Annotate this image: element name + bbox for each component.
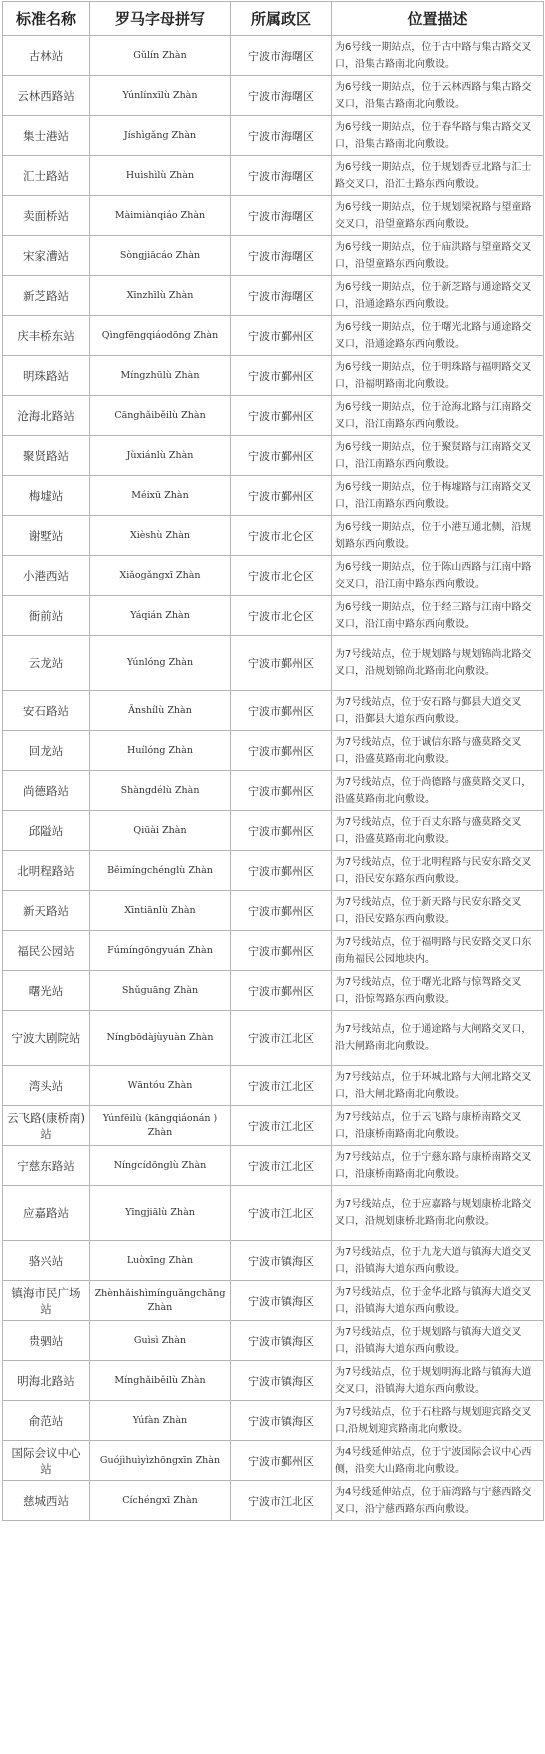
location-description-cell: 为7号线站点，位于新天路与民安东路交叉口，沿民安路东西向敷设。 — [332, 891, 544, 931]
station-name-cell: 明珠路站 — [3, 356, 90, 396]
district-cell: 宁波市鄞州区 — [231, 436, 332, 476]
location-description-cell: 为7号线站点，位于福明路与民安路交叉口东南角福民公园地块内。 — [332, 931, 544, 971]
romanization-cell: Fúmíngōngyuán Zhàn — [90, 931, 231, 971]
station-name-cell: 宁慈东路站 — [3, 1146, 90, 1186]
romanization-cell: Yúfàn Zhàn — [90, 1401, 231, 1441]
table-row — [3, 1281, 544, 1321]
location-description-cell: 为6号线一期站点，位于小港互通北侧，沿规划路东西向敷设。 — [332, 516, 544, 556]
table-row — [3, 1106, 544, 1146]
district-cell: 宁波市鄞州区 — [231, 971, 332, 1011]
station-name-cell: 回龙站 — [3, 731, 90, 771]
header-romanization: 罗马字母拼写 — [90, 2, 231, 36]
table-row — [3, 636, 544, 691]
station-name-cell: 沧海北路站 — [3, 396, 90, 436]
district-cell: 宁波市江北区 — [231, 1146, 332, 1186]
district-cell: 宁波市鄞州区 — [231, 316, 332, 356]
romanization-cell: Yúnlínxīlù Zhàn — [90, 76, 231, 116]
district-cell: 宁波市鄞州区 — [231, 691, 332, 731]
location-description-cell: 为6号线一期站点，位于古中路与集古路交叉口，沿集古路南北向敷设。 — [332, 36, 544, 76]
station-name-cell: 俞范站 — [3, 1401, 90, 1441]
district-cell: 宁波市鄞州区 — [231, 771, 332, 811]
romanization-cell: Yúnlóng Zhàn — [90, 636, 231, 691]
district-cell: 宁波市海曙区 — [231, 236, 332, 276]
location-description-cell: 为6号线一期站点，位于云林西路与集古路交叉口，沿集古路南北向敷设。 — [332, 76, 544, 116]
table-row — [3, 1401, 544, 1441]
district-cell: 宁波市海曙区 — [231, 116, 332, 156]
table-row — [3, 691, 544, 731]
table-row — [3, 516, 544, 556]
table-row — [3, 236, 544, 276]
location-description-cell: 为4号线延伸站点，位于庙湾路与宁慈西路交叉口，沿宁慈西路东西向敷设。 — [332, 1481, 544, 1521]
district-cell: 宁波市海曙区 — [231, 196, 332, 236]
district-cell: 宁波市江北区 — [231, 1106, 332, 1146]
station-name-cell: 慈城西站 — [3, 1481, 90, 1521]
station-name-cell: 谢墅站 — [3, 516, 90, 556]
romanization-cell: Xiǎogǎngxī Zhàn — [90, 556, 231, 596]
romanization-cell: Xīntiānlù Zhàn — [90, 891, 231, 931]
district-cell: 宁波市江北区 — [231, 1481, 332, 1521]
station-name-cell: 云林西路站 — [3, 76, 90, 116]
station-name-cell: 尚德路站 — [3, 771, 90, 811]
location-description-cell: 为7号线站点，位于规划路与镇海大道交叉口，沿镇海大道东西向敷设。 — [332, 1321, 544, 1361]
table-row — [3, 556, 544, 596]
district-cell: 宁波市镇海区 — [231, 1321, 332, 1361]
romanization-cell: Qìngfēngqiáodōng Zhàn — [90, 316, 231, 356]
district-cell: 宁波市镇海区 — [231, 1361, 332, 1401]
location-description-cell: 为6号线一期站点，位于庙洪路与望童路交叉口，沿望童路东西向敷设。 — [332, 236, 544, 276]
station-name-cell: 古林站 — [3, 36, 90, 76]
district-cell: 宁波市鄞州区 — [231, 476, 332, 516]
location-description-cell: 为6号线一期站点，位于明珠路与福明路交叉口，沿福明路南北向敷设。 — [332, 356, 544, 396]
location-description-cell: 为6号线一期站点，位于陈山西路与江南中路交叉口，沿江南中路东西向敷设。 — [332, 556, 544, 596]
district-cell: 宁波市鄞州区 — [231, 1441, 332, 1481]
table-row — [3, 811, 544, 851]
table-row — [3, 1481, 544, 1521]
location-description-cell: 为7号线站点，位于曙光北路与惊驾路交叉口，沿惊驾路东西向敷设。 — [332, 971, 544, 1011]
station-name-cell: 宁波大剧院站 — [3, 1011, 90, 1066]
table-row — [3, 931, 544, 971]
station-name-cell: 曙光站 — [3, 971, 90, 1011]
romanization-cell: Shǔguāng Zhàn — [90, 971, 231, 1011]
location-description-cell: 为6号线一期站点，位于新芝路与通途路交叉口，沿通途路东西向敷设。 — [332, 276, 544, 316]
location-description-cell: 为7号线站点，位于通途路与大闸路交叉口，沿大闸路南北向敷设。 — [332, 1011, 544, 1066]
station-name-cell: 云龙站 — [3, 636, 90, 691]
station-name-cell: 安石路站 — [3, 691, 90, 731]
district-cell: 宁波市海曙区 — [231, 76, 332, 116]
district-cell: 宁波市江北区 — [231, 1186, 332, 1241]
location-description-cell: 为6号线一期站点，位于梅墟路与江南路交叉口，沿江南路东西向敷设。 — [332, 476, 544, 516]
location-description-cell: 为7号线站点，位于云飞路与康桥南路交叉口，沿康桥南路南北向敷设。 — [332, 1106, 544, 1146]
table-row — [3, 731, 544, 771]
romanization-cell: Shàngdélù Zhàn — [90, 771, 231, 811]
header-row — [3, 2, 544, 36]
station-name-cell: 北明程路站 — [3, 851, 90, 891]
district-cell: 宁波市江北区 — [231, 1066, 332, 1106]
station-name-cell: 应嘉路站 — [3, 1186, 90, 1241]
location-description-cell: 为7号线站点，位于应嘉路与规划康桥北路交叉口，沿规划康桥北路南北向敷设。 — [332, 1186, 544, 1241]
table-row — [3, 1186, 544, 1241]
location-description-cell: 为7号线站点，位于北明程路与民安东路交叉口，沿民安东路东西向敷设。 — [332, 851, 544, 891]
station-name-cell: 国际会议中心站 — [3, 1441, 90, 1481]
romanization-cell: Luòxīng Zhàn — [90, 1241, 231, 1281]
romanization-cell: Sòngjiācáo Zhàn — [90, 236, 231, 276]
romanization-cell: Běimíngchénglù Zhàn — [90, 851, 231, 891]
romanization-cell: Huìshìlù Zhàn — [90, 156, 231, 196]
table-row — [3, 971, 544, 1011]
table-row — [3, 1361, 544, 1401]
romanization-cell: Níngcídōnglù Zhàn — [90, 1146, 231, 1186]
district-cell: 宁波市镇海区 — [231, 1241, 332, 1281]
table-row — [3, 1011, 544, 1066]
district-cell: 宁波市鄞州区 — [231, 396, 332, 436]
header-district: 所属政区 — [231, 2, 332, 36]
table-row — [3, 1146, 544, 1186]
romanization-cell: Ānshílù Zhàn — [90, 691, 231, 731]
table-row — [3, 1441, 544, 1481]
location-description-cell: 为6号线一期站点，位于聚贤路与江南路交叉口，沿江南路东西向敷设。 — [332, 436, 544, 476]
romanization-cell: Màimiànqiáo Zhàn — [90, 196, 231, 236]
romanization-cell: Mínghǎiběilù Zhàn — [90, 1361, 231, 1401]
station-name-cell: 明海北路站 — [3, 1361, 90, 1401]
romanization-cell: Huílóng Zhàn — [90, 731, 231, 771]
station-name-cell: 梅墟站 — [3, 476, 90, 516]
location-description-cell: 为7号线站点，位于规划路与规划锦尚北路交叉口，沿规划锦尚北路南北向敷设。 — [332, 636, 544, 691]
district-cell: 宁波市镇海区 — [231, 1281, 332, 1321]
district-cell: 宁波市海曙区 — [231, 156, 332, 196]
station-name-cell: 新天路站 — [3, 891, 90, 931]
location-description-cell: 为7号线站点，位于百丈东路与盛莫路交叉口，沿盛莫路南北向敷设。 — [332, 811, 544, 851]
location-description-cell: 为6号线一期站点，位于沧海北路与江南路交叉口，沿江南路东西向敷设。 — [332, 396, 544, 436]
romanization-cell: Wāntóu Zhàn — [90, 1066, 231, 1106]
table-row — [3, 1241, 544, 1281]
location-description-cell: 为7号线站点，位于规划明海北路与镇海大道交叉口，沿镇海大道东西向敷设。 — [332, 1361, 544, 1401]
table-row — [3, 316, 544, 356]
district-cell: 宁波市镇海区 — [231, 1401, 332, 1441]
location-description-cell: 为4号线延伸站点，位于宁波国际会议中心西侧，沿奕大山路南北向敷设。 — [332, 1441, 544, 1481]
station-name-cell: 新芝路站 — [3, 276, 90, 316]
station-name-cell: 骆兴站 — [3, 1241, 90, 1281]
station-name-cell: 邱隘站 — [3, 811, 90, 851]
romanization-cell: Gŭlín Zhàn — [90, 36, 231, 76]
station-name-cell: 贵驷站 — [3, 1321, 90, 1361]
romanization-cell: Jíshìgǎng Zhàn — [90, 116, 231, 156]
romanization-cell: Guìsì Zhàn — [90, 1321, 231, 1361]
table-row — [3, 196, 544, 236]
station-name-cell: 镇海市民广场站 — [3, 1281, 90, 1321]
station-name-cell: 福民公园站 — [3, 931, 90, 971]
district-cell: 宁波市海曙区 — [231, 36, 332, 76]
romanization-cell: Níngbōdàjùyuàn Zhàn — [90, 1011, 231, 1066]
district-cell: 宁波市鄞州区 — [231, 356, 332, 396]
table-row — [3, 276, 544, 316]
district-cell: 宁波市北仑区 — [231, 556, 332, 596]
romanization-cell: Qiūài Zhàn — [90, 811, 231, 851]
district-cell: 宁波市鄞州区 — [231, 891, 332, 931]
station-name-cell: 云飞路(康桥南)站 — [3, 1106, 90, 1146]
district-cell: 宁波市鄞州区 — [231, 731, 332, 771]
header-standard-name: 标准名称 — [3, 2, 90, 36]
table-row — [3, 1321, 544, 1361]
location-description-cell: 为7号线站点，位于诚信东路与盛莫路交叉口，沿盛莫路南北向敷设。 — [332, 731, 544, 771]
romanization-cell: Cíchéngxī Zhàn — [90, 1481, 231, 1521]
location-description-cell: 为7号线站点，位于石柱路与规划迎宾路交叉口,沿规划迎宾路南北向敷设。 — [332, 1401, 544, 1441]
table-row — [3, 76, 544, 116]
table-row — [3, 891, 544, 931]
station-name-cell: 聚贤路站 — [3, 436, 90, 476]
romanization-cell: Méixū Zhàn — [90, 476, 231, 516]
location-description-cell: 为7号线站点，位于环城北路与大闸北路交叉口，沿大闸北路南北向敷设。 — [332, 1066, 544, 1106]
table-body — [3, 36, 544, 1521]
table-row — [3, 596, 544, 636]
header-location: 位置描述 — [332, 2, 544, 36]
location-description-cell: 为7号线站点，位于安石路与鄞县大道交叉口，沿鄞县大道东西向敷设。 — [332, 691, 544, 731]
table-row — [3, 436, 544, 476]
location-description-cell: 为6号线一期站点，位于规划香豆北路与汇士路交叉口，沿汇士路东西向敷设。 — [332, 156, 544, 196]
table-row — [3, 356, 544, 396]
station-name-cell: 小港西站 — [3, 556, 90, 596]
romanization-cell: Xièshù Zhàn — [90, 516, 231, 556]
district-cell: 宁波市北仑区 — [231, 596, 332, 636]
table-row — [3, 36, 544, 76]
location-description-cell: 为7号线站点，位于宁慈东路与康桥南路交叉口，沿康桥南路南北向敷设。 — [332, 1146, 544, 1186]
romanization-cell: Jùxiánlù Zhàn — [90, 436, 231, 476]
table-row — [3, 1066, 544, 1106]
station-name-cell: 汇士路站 — [3, 156, 90, 196]
romanization-cell: Cānghǎiběilù Zhàn — [90, 396, 231, 436]
station-name-cell: 卖面桥站 — [3, 196, 90, 236]
station-name-cell: 湾头站 — [3, 1066, 90, 1106]
station-name-cell: 衙前站 — [3, 596, 90, 636]
location-description-cell: 为7号线站点，位于尚德路与盛莫路交叉口，沿盛莫路南北向敷设。 — [332, 771, 544, 811]
station-name-cell: 庆丰桥东站 — [3, 316, 90, 356]
table-row — [3, 396, 544, 436]
location-description-cell: 为6号线一期站点，位于春华路与集古路交叉口，沿集古路南北向敷设。 — [332, 116, 544, 156]
table-row — [3, 851, 544, 891]
location-description-cell: 为6号线一期站点，位于经三路与江南中路交叉口，沿江南中路东西向敷设。 — [332, 596, 544, 636]
station-name-cell: 集士港站 — [3, 116, 90, 156]
district-cell: 宁波市江北区 — [231, 1011, 332, 1066]
district-cell: 宁波市鄞州区 — [231, 636, 332, 691]
romanization-cell: Yúnfēilù (kāngqiáonán ) Zhàn — [90, 1106, 231, 1146]
romanization-cell: Yīngjiālù Zhàn — [90, 1186, 231, 1241]
district-cell: 宁波市北仑区 — [231, 516, 332, 556]
romanization-cell: Xīnzhīlù Zhàn — [90, 276, 231, 316]
table-row — [3, 116, 544, 156]
romanization-cell: Guójìhuìyìzhōngxīn Zhàn — [90, 1441, 231, 1481]
romanization-cell: Yáqián Zhàn — [90, 596, 231, 636]
romanization-cell: Míngzhūlù Zhàn — [90, 356, 231, 396]
district-cell: 宁波市鄞州区 — [231, 851, 332, 891]
table-row — [3, 771, 544, 811]
table-row — [3, 476, 544, 516]
location-description-cell: 为6号线一期站点，位于规划梁祝路与望童路交叉口，沿望童路东西向敷设。 — [332, 196, 544, 236]
location-description-cell: 为7号线站点，位于九龙大道与镇海大道交叉口，沿镇海大道东西向敷设。 — [332, 1241, 544, 1281]
romanization-cell: Zhènhǎishìmínguǎngchǎng Zhàn — [90, 1281, 231, 1321]
station-name-cell: 宋家漕站 — [3, 236, 90, 276]
station-table — [2, 1, 544, 1521]
district-cell: 宁波市鄞州区 — [231, 811, 332, 851]
district-cell: 宁波市海曙区 — [231, 276, 332, 316]
table-row — [3, 156, 544, 196]
location-description-cell: 为7号线站点，位于金华北路与镇海大道交叉口，沿镇海大道东西向敷设。 — [332, 1281, 544, 1321]
location-description-cell: 为6号线一期站点，位于曙光北路与通途路交叉口，沿通途路东西向敷设。 — [332, 316, 544, 356]
district-cell: 宁波市鄞州区 — [231, 931, 332, 971]
